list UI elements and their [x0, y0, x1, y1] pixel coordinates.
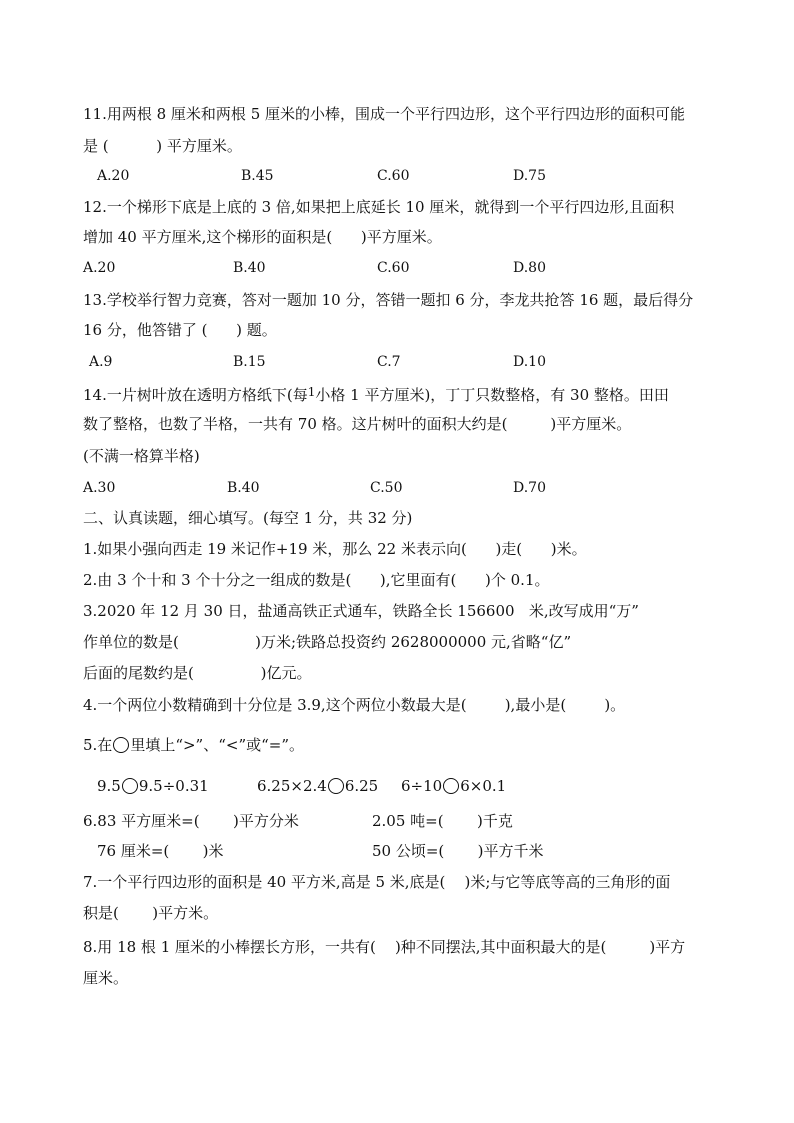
q13-line1: 13.学校举行智力竞赛，答对一题加 10 分，答错一题扣 6 分，李龙共抢答 16 题，最后得分	[83, 291, 694, 309]
compare-circle-icon[interactable]	[122, 778, 138, 794]
q12-option-d: D.80	[513, 260, 546, 276]
fill-3-line2: 作单位的数是( )万米;铁路总投资约 2628000000 元,省略“亿”	[83, 633, 572, 651]
compare-3-right: 6×0.1	[460, 777, 507, 795]
q14-line1-start: 14.一片树叶放在透明方格纸下(每	[83, 386, 308, 404]
q13-option-d: D.10	[513, 354, 546, 370]
compare-3-left: 6÷10	[401, 777, 443, 795]
q11-line1: 11.用两根 8 厘米和两根 5 厘米的小棒，围成一个平行四边形，这个平行四边形的面积可能	[83, 105, 686, 123]
fill-1: 1.如果小强向西走 19 米记作+19 米，那么 22 米表示向( )走( )米。	[83, 540, 587, 558]
fill-5-pre: 5.在	[83, 736, 113, 754]
q14-option-c: C.50	[370, 480, 403, 496]
compare-1-left: 9.5	[97, 777, 121, 795]
q14-line1	[83, 382, 669, 405]
fill-2: 2.由 3 个十和 3 个十分之一组成的数是( ),它里面有( )个 0.1。	[83, 571, 550, 589]
fill-7-line1: 7.一个平行四边形的面积是 40 平方米,高是 5 米,底是( )米;与它等底等高的三角形的面	[83, 873, 671, 891]
compare-circle-icon[interactable]	[443, 778, 459, 794]
section-2-title: 二、认真读题，细心填写。(每空 1 分，共 32 分)	[83, 509, 413, 527]
q11-option-b: B.45	[241, 168, 274, 184]
fill-6-d: 50 公顷=( )平方千米	[372, 842, 544, 860]
fill-8-line2: 厘米。	[83, 969, 129, 987]
fill-8-line1: 8.用 18 根 1 厘米的小棒摆长方形，一共有( )种不同摆法,其中面积最大的是( )平方	[83, 938, 686, 956]
q13-line2: 16 分，他答错了 ( ) 题。	[83, 321, 277, 339]
fill-6-c: 76 厘米=( )米	[97, 842, 224, 860]
q11-option-d: D.75	[513, 168, 546, 184]
q12-option-b: B.40	[233, 260, 266, 276]
q11-line2: 是 ( ) 平方厘米。	[83, 137, 242, 155]
compare-item-2	[257, 776, 378, 796]
compare-item-1	[97, 776, 209, 796]
q14-line3: (不满一格算半格)	[83, 447, 200, 465]
q12-line1: 12.一个梯形下底是上底的 3 倍,如果把上底延长 10 厘米，就得到一个平行四边形,且面积	[83, 198, 675, 216]
q13-option-b: B.15	[233, 354, 266, 370]
q12-line2: 增加 40 平方厘米,这个梯形的面积是( )平方厘米。	[83, 228, 442, 246]
fill-7-line2: 积是( )平方米。	[83, 904, 219, 922]
fill-4: 4.一个两位小数精确到十分位是 3.9,这个两位小数最大是( ),最小是( )。	[83, 696, 626, 714]
q14-line2: 数了整格，也数了半格，一共有 70 格。这片树叶的面积大约是( )平方厘米。	[83, 415, 632, 433]
q14-line1-end: 小格 1 平方厘米)，丁丁只数整格，有 30 整格。田田	[315, 386, 669, 404]
q11-option-a: A.20	[97, 168, 130, 184]
q14-option-b: B.40	[227, 480, 260, 496]
fill-6-b: 2.05 吨=( )千克	[372, 812, 513, 830]
q13-option-c: C.7	[377, 354, 401, 370]
q12-option-a: A.20	[83, 260, 116, 276]
fill-5-instruction	[83, 735, 304, 755]
q11-option-c: C.60	[377, 168, 410, 184]
fill-3-line3: 后面的尾数约是( )亿元。	[83, 664, 312, 682]
q14-option-a: A.30	[83, 480, 116, 496]
compare-circle-icon[interactable]	[328, 778, 344, 794]
circle-icon	[113, 737, 129, 753]
q12-option-c: C.60	[377, 260, 410, 276]
compare-1-right: 9.5÷0.31	[138, 777, 209, 795]
fill-3-line1: 3.2020 年 12 月 30 日，盐通高铁正式通车，铁路全长 156600 米,改写成用“万”	[83, 602, 639, 620]
fill-6-a: 6.83 平方厘米=( )平方分米	[83, 812, 299, 830]
compare-item-3	[401, 776, 506, 796]
fill-5-post: 里填上“>”、“<”或“=”。	[130, 736, 305, 754]
q13-option-a: A.9	[89, 354, 113, 370]
q14-option-d: D.70	[513, 480, 546, 496]
compare-2-right: 6.25	[344, 777, 379, 795]
q14-stray-digit: 1	[307, 385, 316, 399]
compare-2-left: 6.25×2.4	[257, 777, 327, 795]
